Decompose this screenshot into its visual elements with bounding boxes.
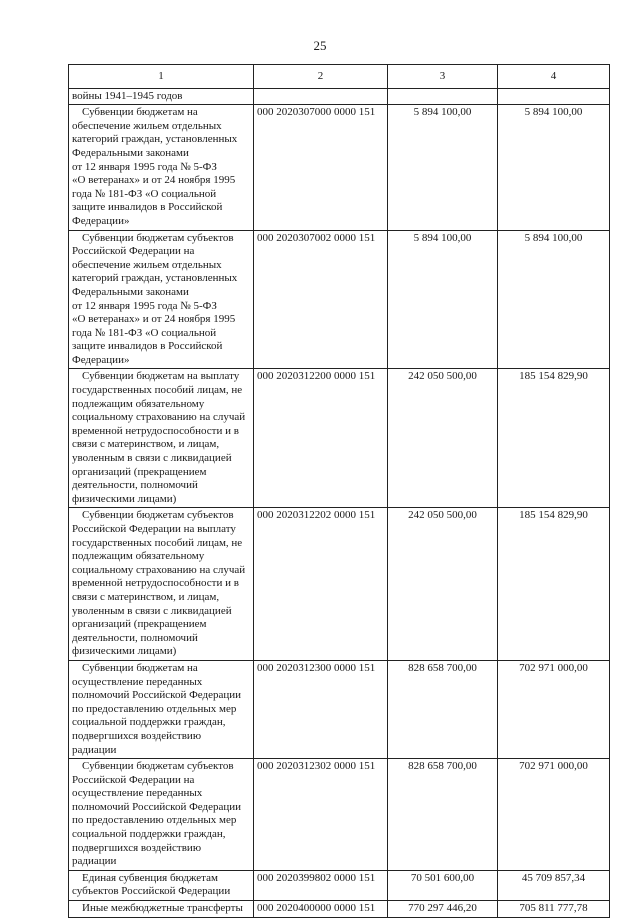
table-row bbox=[69, 105, 610, 230]
description-line: Субвенции бюджетам субъектов bbox=[82, 231, 234, 244]
description-line: категорий граждан, установленных bbox=[72, 133, 238, 146]
description-line: Федерации» bbox=[72, 214, 130, 227]
column-header-2: 2 bbox=[254, 65, 388, 89]
row-description bbox=[69, 105, 254, 230]
table-row bbox=[69, 870, 610, 900]
budget-classification-code: 000 2020312302 0000 151 bbox=[254, 759, 388, 871]
description-line: физическими лицами) bbox=[72, 492, 177, 505]
budget-table bbox=[68, 64, 610, 918]
description-line: Российской Федерации на bbox=[72, 773, 195, 786]
description-first-line bbox=[72, 662, 250, 676]
budget-classification-code: 000 2020312202 0000 151 bbox=[254, 508, 388, 661]
description-first-line bbox=[72, 370, 250, 384]
description-line: социальному страхованию на случай bbox=[72, 563, 246, 576]
description-line: подвергшихся воздействию bbox=[72, 841, 202, 854]
description-line: государственных пособий лицам, не bbox=[72, 536, 243, 549]
description-line: года № 181-ФЗ «О социальной bbox=[72, 326, 217, 339]
description-line: осуществление переданных bbox=[72, 675, 203, 688]
description-line: Субвенции бюджетам на bbox=[82, 661, 198, 674]
continuation-empty-cell bbox=[498, 88, 610, 105]
description-line: от 12 января 1995 года № 5-ФЗ bbox=[72, 299, 217, 312]
description-line: подлежащим обязательному bbox=[72, 550, 205, 563]
planned-amount: 5 894 100,00 bbox=[388, 105, 498, 230]
description-line: Российской Федерации на bbox=[72, 245, 195, 258]
planned-amount: 242 050 500,00 bbox=[388, 369, 498, 508]
description-first-line bbox=[72, 872, 250, 886]
description-line: Субвенции бюджетам субъектов bbox=[82, 509, 234, 522]
executed-amount: 5 894 100,00 bbox=[498, 230, 610, 369]
description-line: Федеральными законами bbox=[72, 285, 189, 298]
planned-amount: 5 894 100,00 bbox=[388, 230, 498, 369]
description-line: Субвенции бюджетам на bbox=[82, 106, 198, 119]
description-line: подвергшихся воздействию bbox=[72, 729, 202, 742]
description-line: по предоставлению отдельных мер bbox=[72, 814, 237, 827]
header-row bbox=[69, 65, 610, 89]
budget-classification-code: 000 2020307002 0000 151 bbox=[254, 230, 388, 369]
description-line: деятельности, полномочий bbox=[72, 631, 198, 644]
budget-classification-code: 000 2020399802 0000 151 bbox=[254, 870, 388, 900]
description-line: категорий граждан, установленных bbox=[72, 272, 238, 285]
description-first-line bbox=[72, 232, 250, 246]
description-line: Субвенции бюджетам на выплату bbox=[82, 370, 240, 383]
continuation-empty-cell bbox=[254, 88, 388, 105]
description-line: полномочий Российской Федерации bbox=[72, 800, 242, 813]
description-line: временной нетрудоспособности и в bbox=[72, 424, 239, 437]
description-first-line bbox=[72, 760, 250, 774]
description-line: социальной поддержки граждан, bbox=[72, 716, 226, 729]
description-line: радиации bbox=[72, 743, 117, 756]
description-line: Российской Федерации на выплату bbox=[72, 523, 236, 535]
page-number: 25 bbox=[313, 38, 327, 53]
description-first-line bbox=[72, 509, 250, 523]
planned-amount: 242 050 500,00 bbox=[388, 508, 498, 661]
executed-amount: 185 154 829,90 bbox=[498, 508, 610, 661]
description-line: Федерации» bbox=[72, 353, 130, 366]
table-row bbox=[69, 660, 610, 758]
description-line: обеспечение жильем отдельных bbox=[72, 119, 222, 132]
column-header-1: 1 bbox=[69, 65, 254, 89]
budget-classification-code: 000 2020400000 0000 151 bbox=[254, 901, 388, 918]
description-line: организаций (прекращением bbox=[72, 465, 207, 478]
description-line: Единая субвенция бюджетам bbox=[82, 871, 218, 884]
executed-amount: 5 894 100,00 bbox=[498, 105, 610, 230]
budget-classification-code: 000 2020312300 0000 151 bbox=[254, 660, 388, 758]
description-line: Федеральными законами bbox=[72, 146, 189, 159]
budget-classification-code: 000 2020312200 0000 151 bbox=[254, 369, 388, 508]
column-header-4: 4 bbox=[498, 65, 610, 89]
row-description bbox=[69, 660, 254, 758]
description-line: Субвенции бюджетам субъектов bbox=[82, 760, 234, 773]
table-row bbox=[69, 230, 610, 369]
description-line: по предоставлению отдельных мер bbox=[72, 702, 237, 715]
executed-amount: 705 811 777,78 bbox=[498, 901, 610, 918]
planned-amount: 828 658 700,00 bbox=[388, 660, 498, 758]
description-line: связи с материнством, и лицам, bbox=[72, 438, 220, 451]
description-first-line bbox=[72, 902, 250, 916]
description-line: организаций (прекращением bbox=[72, 618, 207, 631]
description-line: радиации bbox=[72, 855, 117, 868]
row-description bbox=[69, 369, 254, 508]
description-line: физическими лицами) bbox=[72, 645, 177, 658]
executed-amount: 45 709 857,34 bbox=[498, 870, 610, 900]
description-line: защите инвалидов в Российской bbox=[72, 340, 223, 353]
executed-amount: 702 971 000,00 bbox=[498, 660, 610, 758]
row-description bbox=[69, 870, 254, 900]
description-line: осуществление переданных bbox=[72, 787, 203, 800]
description-line: связи с материнством, и лицам, bbox=[72, 590, 220, 603]
planned-amount: 828 658 700,00 bbox=[388, 759, 498, 871]
table-row bbox=[69, 901, 610, 918]
description-line: государственных пособий лицам, не bbox=[72, 384, 243, 397]
description-line: субъектов Российской Федерации bbox=[72, 885, 231, 898]
description-line: деятельности, полномочий bbox=[72, 479, 198, 492]
continuation-row bbox=[69, 88, 610, 105]
description-line: подлежащим обязательному bbox=[72, 397, 205, 410]
table-row bbox=[69, 369, 610, 508]
description-first-line bbox=[72, 106, 250, 120]
description-line: «О ветеранах» и от 24 ноября 1995 bbox=[72, 174, 236, 187]
description-line: Иные межбюджетные трансферты bbox=[82, 902, 243, 915]
description-line: обеспечение жильем отдельных bbox=[72, 258, 222, 271]
row-description bbox=[69, 508, 254, 661]
executed-amount: 185 154 829,90 bbox=[498, 369, 610, 508]
description-line: временной нетрудоспособности и в bbox=[72, 577, 239, 590]
description-line: социальному страхованию на случай bbox=[72, 411, 246, 424]
column-header-3: 3 bbox=[388, 65, 498, 89]
description-line: защите инвалидов в Российской bbox=[72, 201, 223, 214]
budget-classification-code: 000 2020307000 0000 151 bbox=[254, 105, 388, 230]
planned-amount: 770 297 446,20 bbox=[388, 901, 498, 918]
description-line: уволенным в связи с ликвидацией bbox=[72, 452, 232, 465]
executed-amount: 702 971 000,00 bbox=[498, 759, 610, 871]
description-line: уволенным в связи с ликвидацией bbox=[72, 604, 232, 617]
description-line: года № 181-ФЗ «О социальной bbox=[72, 187, 217, 200]
description-line: «О ветеранах» и от 24 ноября 1995 bbox=[72, 313, 236, 326]
description-line: социальной поддержки граждан, bbox=[72, 828, 226, 841]
description-line: полномочий Российской Федерации bbox=[72, 689, 242, 702]
row-description bbox=[69, 901, 254, 918]
continuation-empty-cell bbox=[388, 88, 498, 105]
table-row bbox=[69, 508, 610, 661]
table-row bbox=[69, 759, 610, 871]
planned-amount: 70 501 600,00 bbox=[388, 870, 498, 900]
row-description bbox=[69, 759, 254, 871]
continuation-text: войны 1941–1945 годов bbox=[69, 88, 254, 105]
row-description bbox=[69, 230, 254, 369]
description-line: от 12 января 1995 года № 5-ФЗ bbox=[72, 160, 217, 173]
